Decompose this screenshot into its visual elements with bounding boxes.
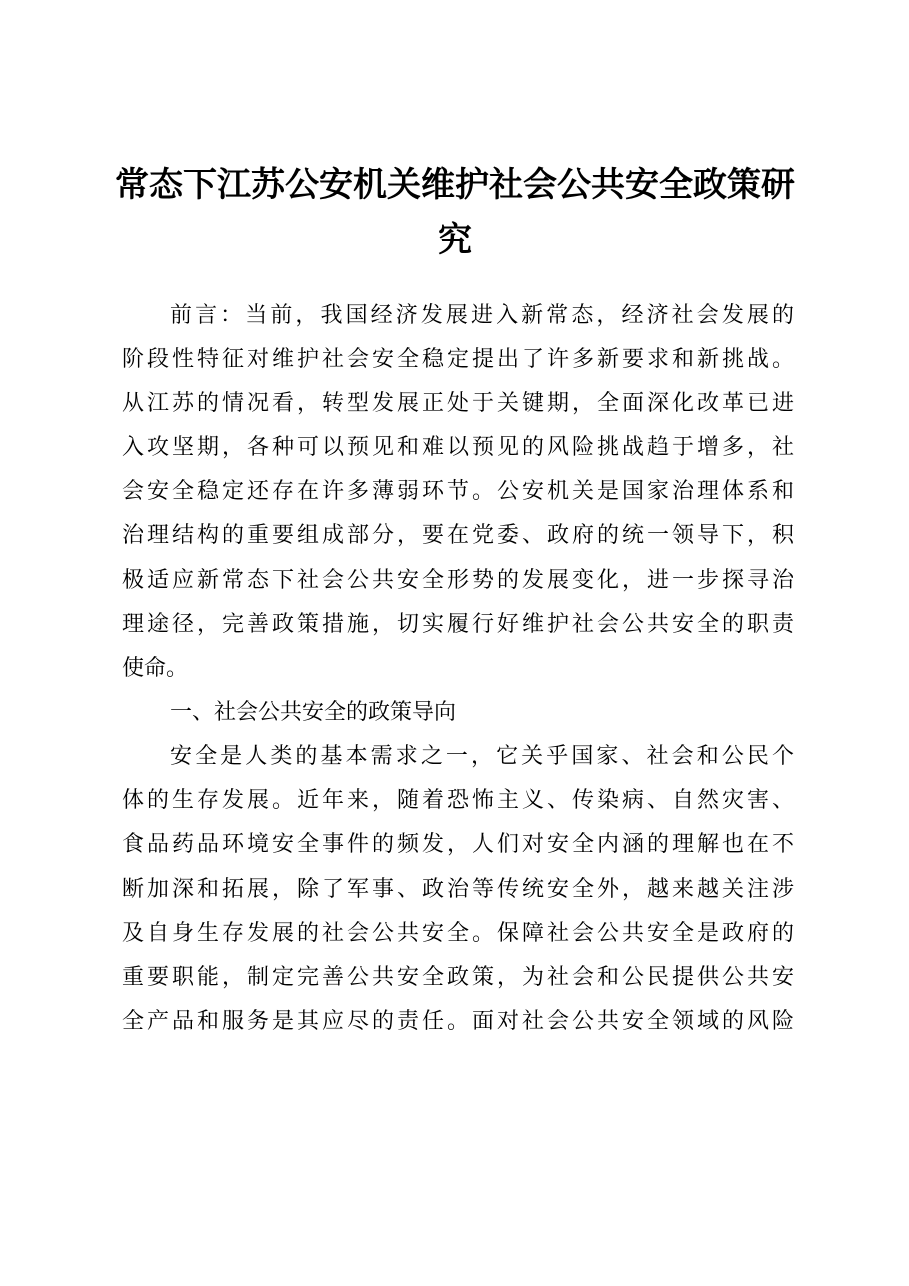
intro-line: 会安全稳定还存在许多薄弱环节。公安机关是国家治理体系和: [122, 479, 794, 504]
intro-line: 阶段性特征对维护社会安全稳定提出了许多新要求和新挑战。: [122, 347, 794, 372]
section1-line: 体的生存发展。近年来，随着恐怖主义、传染病、自然灾害、: [122, 788, 794, 813]
section1-line: 全产品和服务是其应尽的责任。面对社会公共安全领域的风险: [122, 1009, 794, 1034]
document-title-line-1: 常态下江苏公安机关维护社会公共安全政策研: [115, 165, 795, 205]
intro-line: 理途径，完善政策措施，切实履行好维护社会公共安全的职责: [122, 612, 794, 637]
intro-line: 极适应新常态下社会公共安全形势的发展变化，进一步探寻治: [122, 568, 794, 593]
section-heading: 一、社会公共安全的政策导向: [170, 700, 457, 725]
section1-line: 食品药品环境安全事件的频发，人们对安全内涵的理解也在不: [122, 832, 794, 857]
section1-line: 断加深和拓展，除了军事、政治等传统安全外，越来越关注涉: [122, 877, 794, 902]
document-title-line-2: 究: [438, 220, 472, 260]
section1-line: 重要职能，制定完善公共安全政策，为社会和公民提供公共安: [122, 965, 794, 990]
intro-line: 治理结构的重要组成部分，要在党委、政府的统一领导下，积: [122, 523, 794, 548]
section1-line: 安全是人类的基本需求之一，它关乎国家、社会和公民个: [170, 744, 794, 769]
intro-line: 使命。: [122, 656, 189, 681]
section1-line: 及自身生存发展的社会公共安全。保障社会公共安全是政府的: [122, 921, 794, 946]
intro-line: 入攻坚期，各种可以预见和难以预见的风险挑战趋于增多，社: [122, 435, 794, 460]
intro-line: 从江苏的情况看，转型发展正处于关键期，全面深化改革已进: [122, 391, 794, 416]
intro-line: 前言：当前，我国经济发展进入新常态，经济社会发展的: [170, 303, 794, 328]
